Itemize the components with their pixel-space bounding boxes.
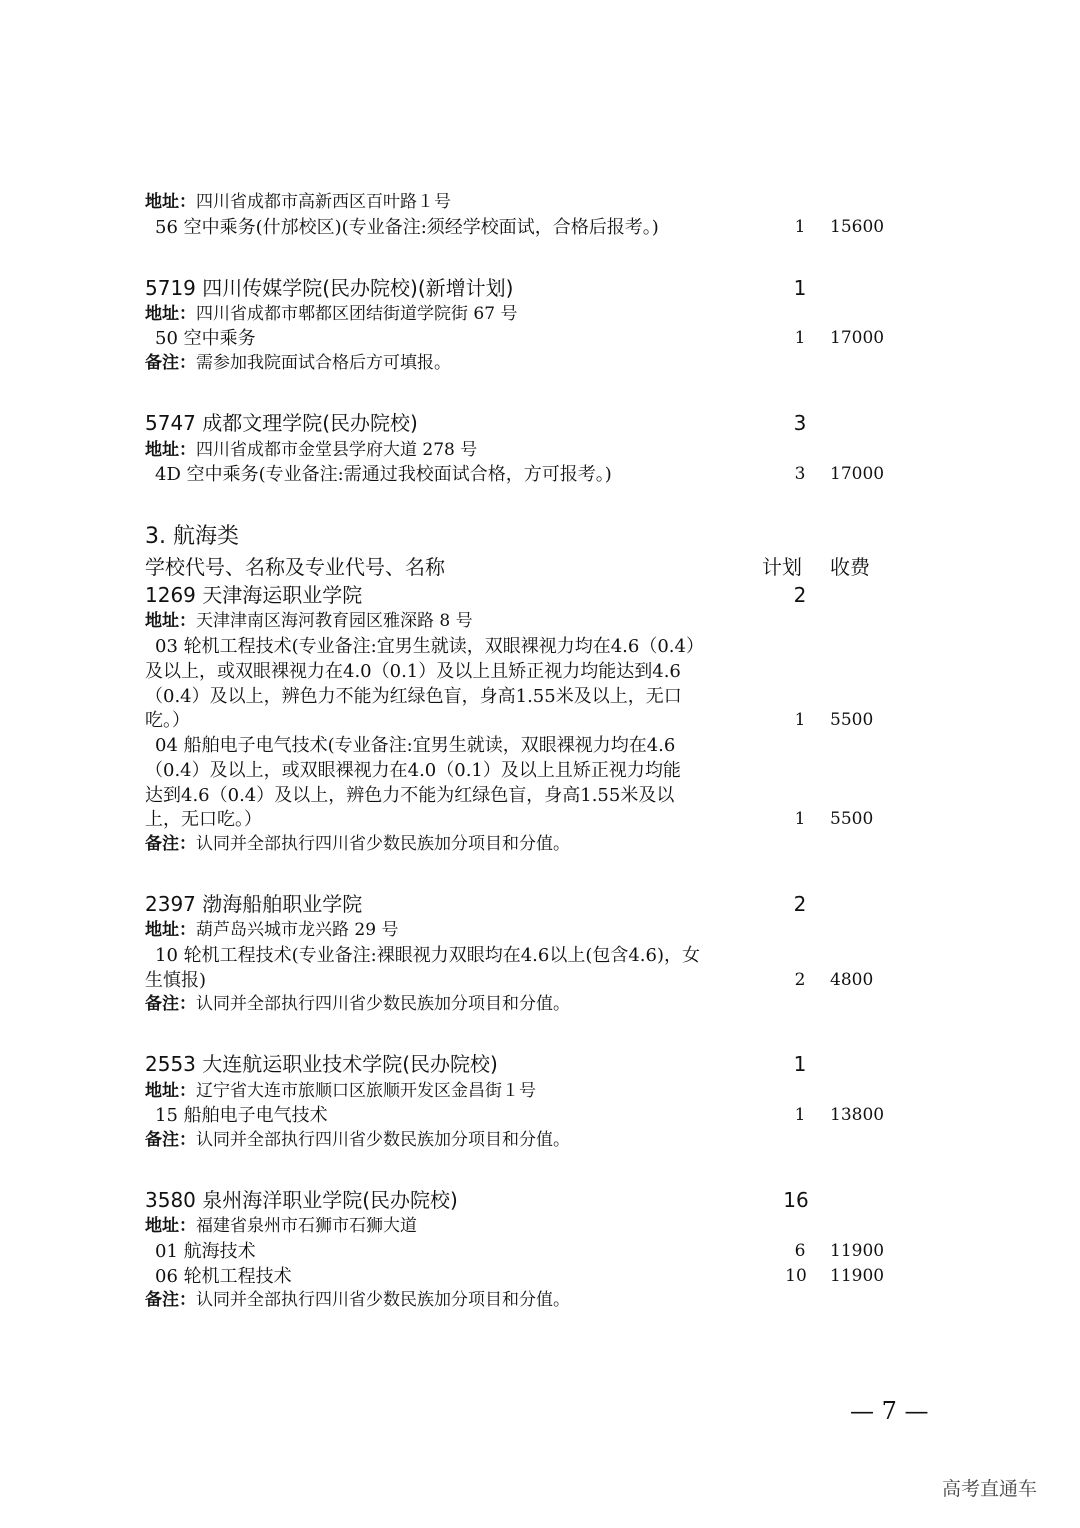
- major-name: 01 航海技术: [155, 1241, 256, 1262]
- major-fee: 17000: [830, 328, 885, 348]
- major-name-line: 10 轮机工程技术(专业备注:裸眼视力双眼均在4.6以上(包含4.6)，女: [155, 945, 701, 966]
- address-label: 地址：: [145, 920, 196, 940]
- school-note: [145, 1128, 570, 1152]
- note-label: 备注：: [145, 834, 196, 854]
- major-plan: 1: [794, 710, 806, 730]
- page-number: — 7 —: [850, 1397, 929, 1425]
- address-label: 地址：: [145, 1216, 196, 1236]
- major-name-line: 上，无口吃。）: [145, 809, 262, 830]
- major-name: 50 空中乘务: [155, 328, 256, 349]
- major-name-line: 吃。）: [145, 710, 190, 731]
- address-text: 福建省泉州市石狮市石狮大道: [196, 1216, 417, 1236]
- major-name-line: 生慎报): [145, 970, 207, 991]
- school-plan: 1: [793, 276, 807, 300]
- address-text: 辽宁省大连市旅顺口区旅顺开发区金昌街１号: [196, 1081, 536, 1101]
- watermark: 高考直通车: [942, 1478, 1038, 1500]
- address-text: 葫芦岛兴城市龙兴路 29 号: [196, 920, 399, 940]
- note-text: 需参加我院面试合格后方可填报。: [196, 353, 451, 373]
- major-fee: 15600: [830, 217, 885, 237]
- major-name: 4D 空中乘务(专业备注:需通过我校面试合格，方可报考。): [155, 464, 612, 485]
- major-plan: 1: [794, 1105, 806, 1125]
- major-name-line: 03 轮机工程技术(专业备注:宜男生就读，双眼裸视力均在4.6（0.4）: [155, 636, 704, 657]
- column-header-name: 学校代号、名称及专业代号、名称: [145, 555, 445, 579]
- address-label: 地址：: [145, 304, 196, 324]
- major-name-line: （0.4）及以上，或双眼裸视力在4.0（0.1）及以上且矫正视力均能: [145, 760, 681, 781]
- school-title: 1269 天津海运职业学院: [145, 583, 363, 607]
- note-text: 认同并全部执行四川省少数民族加分项目和分值。: [196, 1290, 570, 1310]
- major-plan: 2: [794, 970, 806, 990]
- note-text: 认同并全部执行四川省少数民族加分项目和分值。: [196, 994, 570, 1014]
- major-plan: 1: [794, 809, 806, 829]
- major-plan: 3: [794, 464, 806, 484]
- school-address: [145, 302, 517, 326]
- address-text: 天津津南区海河教育园区雅深路 8 号: [196, 611, 473, 631]
- school-address: [145, 190, 451, 214]
- major-name-line: 及以上，或双眼裸视力在4.0（0.1）及以上且矫正视力均能达到4.6: [145, 661, 681, 682]
- address-label: 地址：: [145, 1081, 196, 1101]
- school-plan: 1: [793, 1052, 807, 1076]
- major-fee: 5500: [830, 710, 874, 730]
- school-address: [145, 1214, 417, 1238]
- note-text: 认同并全部执行四川省少数民族加分项目和分值。: [196, 1130, 570, 1150]
- major-name-line: （0.4）及以上，辨色力不能为红绿色盲，身高1.55米及以上，无口: [145, 686, 682, 707]
- major-name: 15 船舶电子电气技术: [155, 1105, 328, 1126]
- note-label: 备注：: [145, 1290, 196, 1310]
- note-label: 备注：: [145, 353, 196, 373]
- school-title: 5719 四川传媒学院(民办院校)(新增计划): [145, 276, 514, 300]
- major-plan: 10: [785, 1266, 807, 1286]
- school-address: [145, 918, 398, 942]
- major-name: 56 空中乘务(什邡校区)(专业备注:须经学校面试，合格后报考。): [155, 217, 659, 238]
- address-text: 四川省成都市高新西区百叶路１号: [196, 192, 451, 212]
- major-fee: 11900: [830, 1266, 885, 1286]
- school-note: [145, 351, 451, 375]
- address-label: 地址：: [145, 192, 196, 212]
- major-plan: 1: [794, 328, 806, 348]
- major-fee: 5500: [830, 809, 874, 829]
- note-text: 认同并全部执行四川省少数民族加分项目和分值。: [196, 834, 570, 854]
- column-header-plan: 计划: [762, 555, 802, 579]
- major-name-line: 达到4.6（0.4）及以上，辨色力不能为红绿色盲，身高1.55米及以: [145, 785, 675, 806]
- major-name-line: 04 船舶电子电气技术(专业备注:宜男生就读，双眼裸视力均在4.6: [155, 735, 676, 756]
- major-fee: 11900: [830, 1241, 885, 1261]
- major-plan: 1: [794, 217, 806, 237]
- major-name: 06 轮机工程技术: [155, 1266, 292, 1287]
- address-label: 地址：: [145, 611, 196, 631]
- school-address: [145, 1079, 536, 1103]
- column-header-fee: 收费: [830, 555, 870, 579]
- school-plan: 3: [793, 411, 807, 435]
- section-heading: 3. 航海类: [145, 524, 239, 549]
- address-text: 四川省成都市郫都区团结街道学院街 67 号: [196, 304, 518, 324]
- school-note: [145, 832, 570, 856]
- school-note: [145, 1288, 570, 1312]
- major-fee: 13800: [830, 1105, 885, 1125]
- school-plan: 2: [793, 583, 807, 607]
- school-title: 5747 成都文理学院(民办院校): [145, 411, 418, 435]
- address-text: 四川省成都市金堂县学府大道 278 号: [196, 440, 478, 460]
- address-label: 地址：: [145, 440, 196, 460]
- school-title: 2397 渤海船舶职业学院: [145, 892, 363, 916]
- note-label: 备注：: [145, 1130, 196, 1150]
- major-plan: 6: [794, 1241, 806, 1261]
- school-plan: 2: [793, 892, 807, 916]
- major-fee: 17000: [830, 464, 885, 484]
- school-title: 3580 泉州海洋职业学院(民办院校): [145, 1188, 458, 1212]
- note-label: 备注：: [145, 994, 196, 1014]
- school-title: 2553 大连航运职业技术学院(民办院校): [145, 1052, 498, 1076]
- school-plan: 16: [783, 1188, 809, 1212]
- school-address: [145, 609, 473, 633]
- school-address: [145, 438, 477, 462]
- school-note: [145, 992, 570, 1016]
- major-fee: 4800: [830, 970, 874, 990]
